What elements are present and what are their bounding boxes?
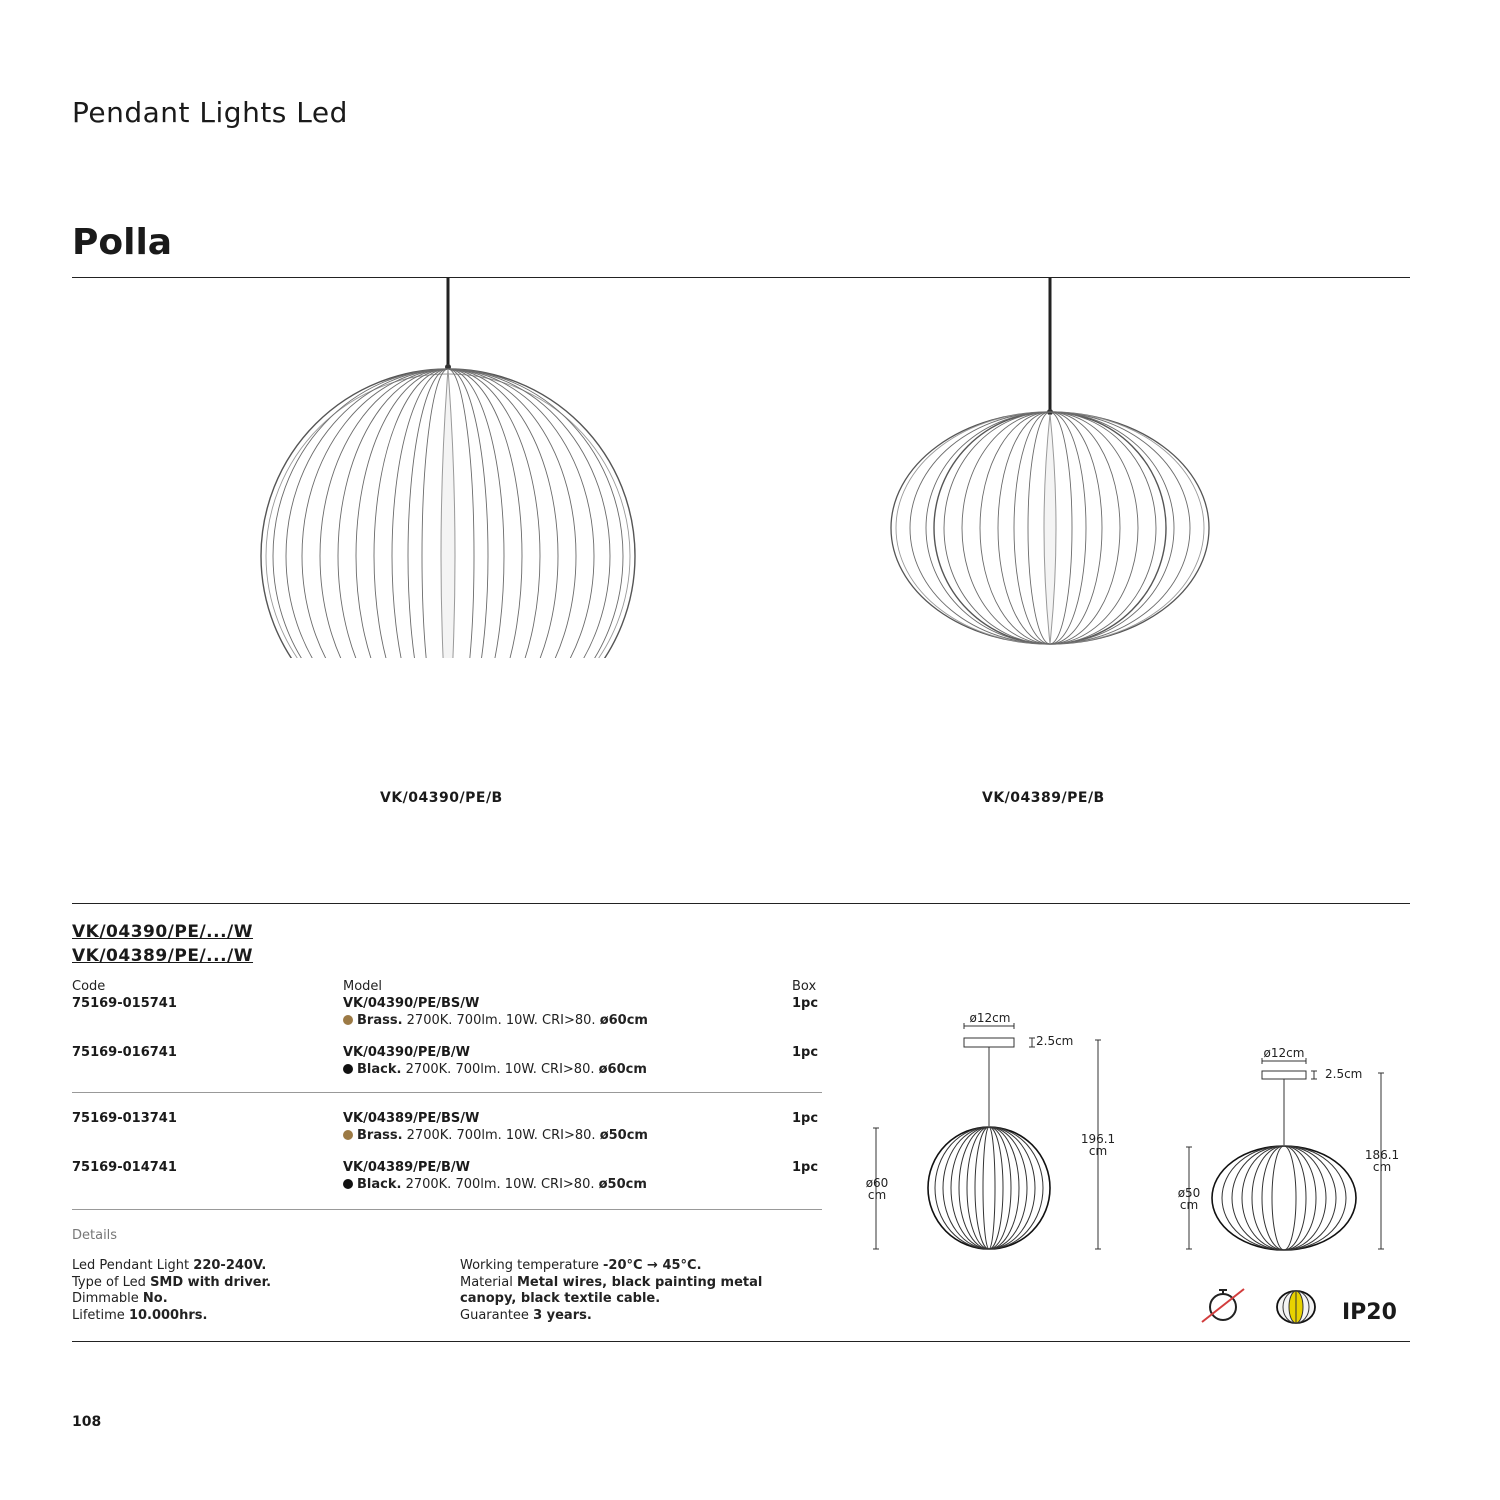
spec-material-cont: canopy, black textile cable. [460,1291,661,1306]
table-row-box: 1pc [792,1111,819,1126]
dim-total-height-50: 186.1 cm [1364,1148,1400,1174]
dim-canopy-height-60: 2.5cm [1036,1034,1074,1048]
column-header-model: Model [343,979,383,994]
table-row-code: 75169-015741 [72,996,177,1011]
finish-swatch-brass [343,1015,353,1025]
dim-canopy-diameter-60: ø12cm [969,1011,1011,1025]
page-number: 108 [72,1414,102,1430]
dim-total-height-60: 196.1 cm [1080,1132,1116,1158]
table-row-description: Brass. 2700K. 700lm. 10W. CRI>80. ø60cm [343,1013,648,1028]
details-right-column [460,1258,762,1324]
footer-divider [72,1341,1410,1342]
spec-led-type: Type of Led SMD with driver. [72,1274,272,1290]
table-row-box: 1pc [792,1160,819,1175]
table-row-box: 1pc [792,996,819,1011]
ip-rating-badge: IP20 [1342,1300,1397,1325]
table-row-model: VK/04389/PE/B/W [343,1160,471,1175]
table-row-code: 75169-013741 [72,1111,177,1126]
table-row-description: Brass. 2700K. 700lm. 10W. CRI>80. ø50cm [343,1128,648,1143]
finish-swatch-brass [343,1130,353,1140]
finish-swatch-black [343,1179,353,1189]
column-header-box: Box [792,979,817,994]
dim-globe-diameter-60: ø60 cm [865,1176,889,1202]
dim-canopy-diameter-50: ø12cm [1263,1046,1305,1060]
product-family-title: Polla [72,222,173,263]
table-row-code: 75169-014741 [72,1160,177,1175]
product-photo-large [240,278,660,658]
series-title-60: VK/04390/PE/.../W [72,922,254,942]
product-photo-small [880,278,1220,648]
spec-dimmable: Dimmable No. [72,1291,168,1306]
table-group-divider [72,1092,822,1093]
section-divider [72,903,1410,904]
category-title: Pendant Lights Led [72,96,348,129]
photo-caption-large: VK/04390/PE/B [380,790,503,806]
spec-guarantee: Guarantee 3 years. [460,1307,592,1323]
table-end-divider [72,1209,822,1210]
table-row-description: Black. 2700K. 700lm. 10W. CRI>80. ø60cm [343,1062,647,1077]
table-row-box: 1pc [792,1045,819,1060]
dim-canopy-height-50: 2.5cm [1325,1067,1363,1081]
led-globe-icon [1274,1288,1318,1326]
table-row-code: 75169-016741 [72,1045,177,1060]
series-title-50: VK/04389/PE/.../W [72,946,254,966]
table-row-model: VK/04389/PE/BS/W [343,1111,480,1126]
spec-temperature: Working temperature -20°C → 45°C. [460,1258,702,1273]
dim-globe-diameter-50: ø50 cm [1177,1186,1201,1212]
not-dimmable-icon [1198,1285,1248,1325]
spec-lifetime: Lifetime 10.000hrs. [72,1307,208,1323]
table-row-description: Black. 2700K. 700lm. 10W. CRI>80. ø50cm [343,1177,647,1192]
finish-swatch-black [343,1064,353,1074]
column-header-code: Code [72,979,106,994]
table-row-model: VK/04390/PE/BS/W [343,996,480,1011]
details-left-column [72,1258,271,1324]
photo-caption-small: VK/04389/PE/B [982,790,1105,806]
spec-voltage: Led Pendant Light 220-240V. [72,1258,267,1273]
details-label: Details [72,1228,118,1243]
spec-material: Material Metal wires, black painting metal [460,1274,763,1290]
table-row-model: VK/04390/PE/B/W [343,1045,471,1060]
